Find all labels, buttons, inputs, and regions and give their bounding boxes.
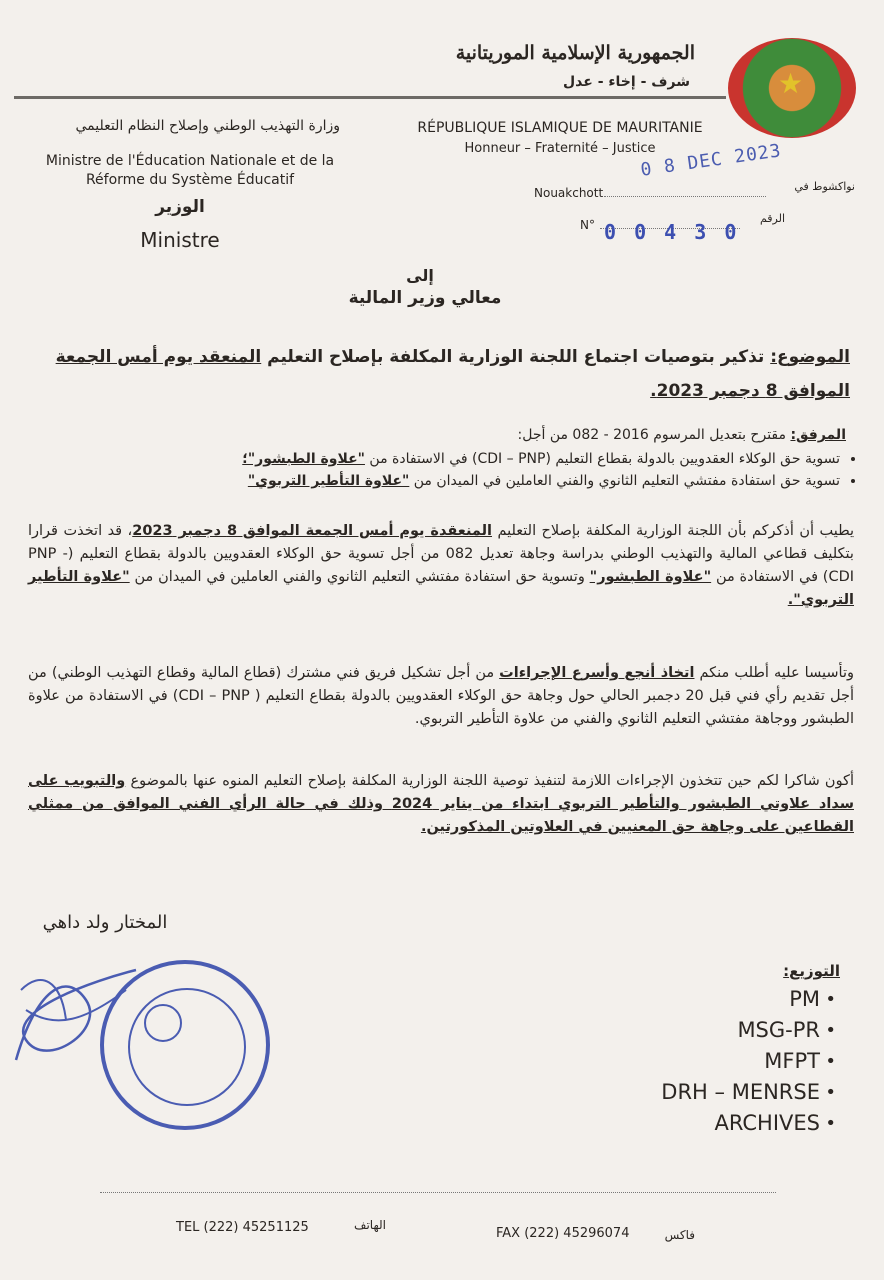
national-emblem xyxy=(728,38,856,138)
motto-fr: Honneur – Fraternité – Justice xyxy=(464,141,656,156)
p1-text: ، قد اتخذت قرارا بتكليف قطاعي المالية والتهذيب الوطني بدراسة وجاهة تعديل 082 من أجل تسوية حق الوكلاء العقدويين بالدولة بقطاع التعليم (PNP - CDI) في الاستفادة من xyxy=(28,523,855,585)
attachment xyxy=(40,424,846,446)
date-stamp: 0 8 DEC 2023 xyxy=(639,140,783,181)
ministry-fr: Ministre de l'Éducation Nationale et de la Réforme du Système Éducatif xyxy=(45,153,335,188)
official-seal xyxy=(100,960,270,1130)
recipient-to: إلى xyxy=(406,266,434,285)
minister-fr: Ministre xyxy=(140,228,220,252)
distribution-item: MSG-PR • xyxy=(560,1015,850,1046)
signer-name: المختار ولد داهي xyxy=(42,912,168,933)
p2-text: من أجل تشكيل فريق فني مشترك (قطاع المالية وقطاع التهذيب الوطني) من أجل تقديم رأي فني قبل 20 دجمبر الحالي حول وجاهة حق الوكلاء العقدويين بالدولة بقطاع التعليم ( CDI – PNP) في الاستفادة من علاوة الطبشور ووجاهة مفتشي التعليم الثانوي والفني من علاوة التأطير التربوي. xyxy=(28,665,854,727)
body-paragraph-2 xyxy=(28,662,854,731)
distribution-item: PM • xyxy=(560,984,850,1015)
republic-title-ar: الجمهورية الإسلامية الموريتانية xyxy=(455,42,695,64)
distribution-item: DRH – MENRSE • xyxy=(560,1077,850,1108)
republic-title-fr: RÉPUBLIQUE ISLAMIQUE DE MAURITANIE xyxy=(417,120,703,136)
seal-inner-ring xyxy=(128,988,246,1106)
date-label-ar: نواكشوط في xyxy=(794,180,855,193)
body-paragraph-1 xyxy=(28,520,854,612)
p1-text: يطيب أن أذكركم بأن اللجنة الوزارية المكلفة بإصلاح التعليم xyxy=(492,523,854,539)
motto-ar: شرف - إخاء - عدل xyxy=(563,74,690,90)
attachment-item xyxy=(40,448,840,470)
attachment-list xyxy=(40,448,870,492)
subject-text-2: المنعقد يوم أمس الجمعة xyxy=(55,347,262,367)
subject xyxy=(30,340,850,408)
body-paragraph-3 xyxy=(28,770,854,839)
p2-text: وتأسيسا عليه أطلب منكم xyxy=(694,665,854,681)
recipient-name: معالي وزير المالية xyxy=(348,288,502,308)
p1-bold: "علاوة التأطير التربوي". xyxy=(28,569,854,608)
p3-bold: والتبويب على سداد علاوتي الطبشور والتأطير التربوي ابتداء من يناير 2024 وذلك في حالة الرأي الفني الموافق من ممثلي القطاعين على وجاهة حق المعنيين في العلاوتين المذكورتين. xyxy=(28,773,854,835)
subject-text-1: تذكير بتوصيات اجتماع اللجنة الوزارية المكلفة بإصلاح التعليم xyxy=(261,347,771,367)
p1-bold: "علاوة الطبشور" xyxy=(589,569,712,585)
footer-fax: FAX (222) 45296074 xyxy=(496,1226,630,1241)
footer-tel-ar: الهاتف xyxy=(354,1218,386,1232)
date-line xyxy=(604,196,766,197)
attachment-text: مقترح بتعديل المرسوم 2016 - 082 من أجل: xyxy=(517,427,791,443)
distribution-item: MFPT • xyxy=(560,1046,850,1077)
attachment-item-text: تسوية حق الوكلاء العقدويين بالدولة بقطاع التعليم (CDI – PNP) في الاستفادة من xyxy=(364,451,840,467)
header-divider xyxy=(14,96,726,99)
p3-text: أكون شاكرا لكم حين تتخذون الإجراءات اللازمة لتنفيذ توصية اللجنة الوزارية المكلفة بإصلاح التعليم المنوه عنها بالموضوع xyxy=(125,773,854,789)
ministry-ar: وزارة التهذيب الوطني وإصلاح النظام التعليمي xyxy=(75,118,340,134)
distribution-list xyxy=(560,984,850,1139)
footer-divider xyxy=(100,1192,776,1193)
number-label-ar: الرقم xyxy=(759,212,785,225)
p2-bold: اتخاذ أنجع وأسرع الإجراءات xyxy=(499,665,695,681)
attachment-item-bold: "علاوة التأطير التربوي" xyxy=(247,473,410,489)
date-label-fr: Nouakchott xyxy=(534,186,604,200)
star-icon: ★ xyxy=(778,67,804,100)
distribution-title: التوزيع: xyxy=(783,962,840,980)
p1-text: وتسوية حق استفادة مفتشي التعليم الثانوي والفني العاملين في الميدان من xyxy=(129,569,590,585)
minister-ar: الوزير xyxy=(155,197,205,217)
attachment-label: المرفق: xyxy=(790,427,846,443)
attachment-item xyxy=(40,470,840,492)
attachment-item-text: تسوية حق استفادة مفتشي التعليم الثانوي والفني العاملين في الميدان من xyxy=(409,473,840,489)
footer-tel: TEL (222) 45251125 xyxy=(176,1220,309,1235)
footer-fax-ar: فاكس xyxy=(664,1228,695,1242)
seal-emblem xyxy=(144,1004,182,1042)
number-stamp: 0 0 4 3 0 xyxy=(604,220,740,244)
number-label-fr: N° xyxy=(580,218,595,232)
subject-label: الموضوع: xyxy=(770,347,850,367)
attachment-item-bold: "علاوة الطبشور"؛ xyxy=(242,451,365,467)
distribution-item: ARCHIVES • xyxy=(560,1108,850,1139)
p1-bold: المنعقدة يوم أمس الجمعة الموافق 8 دجمبر 2023 xyxy=(132,523,493,539)
subject-text-3: الموافق 8 دجمبر 2023. xyxy=(650,381,850,401)
